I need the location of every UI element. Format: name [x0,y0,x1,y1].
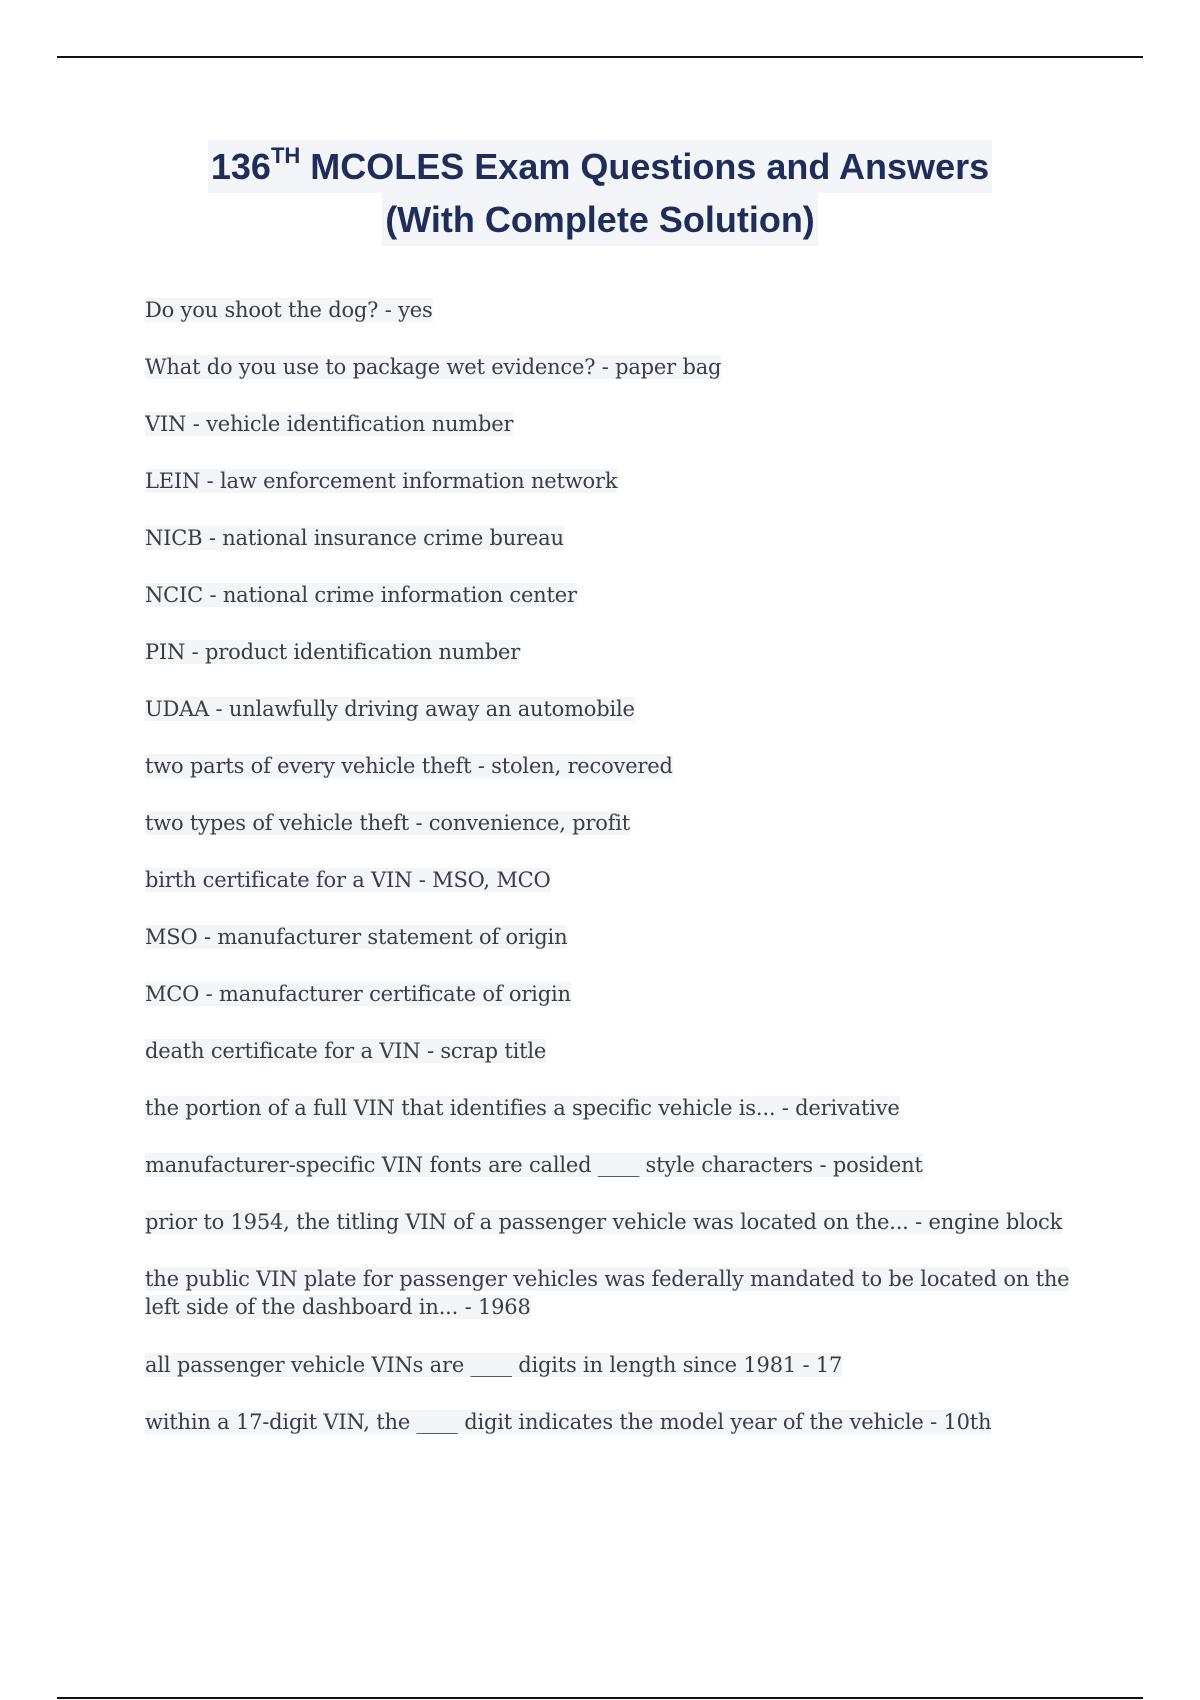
question-answer-list [145,296,1085,1465]
qa-item [145,1151,1085,1178]
qa-text: two types of vehicle theft - convenience, profit [145,811,631,835]
qa-text: PIN - product identification number [145,640,521,664]
title-number: 136 [210,146,271,187]
qa-item [145,695,1085,722]
qa-text: prior to 1954, the titling VIN of a passenger vehicle was located on the... - engine block [145,1210,1063,1234]
qa-text: What do you use to package wet evidence? - paper bag [145,355,722,379]
qa-text: death certificate for a VIN - scrap title [145,1039,547,1063]
qa-text: LEIN - law enforcement information network [145,469,618,493]
qa-text: two parts of every vehicle theft - stolen, recovered [145,754,673,778]
qa-text: manufacturer-specific VIN fonts are called ____ style characters - posident [145,1153,923,1177]
qa-text: the portion of a full VIN that identifies a specific vehicle is... - derivative [145,1096,900,1120]
qa-item [145,296,1085,323]
qa-text: all passenger vehicle VINs are ____ digits in length since 1981 - 17 [145,1353,843,1377]
qa-item [145,809,1085,836]
footer-rule [57,1697,1143,1699]
qa-item [145,410,1085,437]
qa-text: NICB - national insurance crime bureau [145,526,564,550]
qa-text: Do you shoot the dog? - yes [145,298,433,322]
document-title [0,140,1200,246]
qa-text: NCIC - national crime information center [145,583,577,607]
title-line-2: (With Complete Solution) [382,193,818,246]
qa-item [145,1351,1085,1378]
qa-item [145,752,1085,779]
qa-item [145,1094,1085,1121]
qa-item [145,467,1085,494]
qa-text: MSO - manufacturer statement of origin [145,925,568,949]
title-ordinal-suffix: TH [270,143,301,168]
qa-text: within a 17-digit VIN, the ____ digit indicates the model year of the vehicle - 10th [145,1410,992,1434]
qa-text: UDAA - unlawfully driving away an automobile [145,697,635,721]
qa-item [145,923,1085,950]
qa-item [145,980,1085,1007]
qa-item [145,581,1085,608]
qa-item [145,638,1085,665]
qa-item [145,524,1085,551]
qa-item [145,1408,1085,1435]
qa-item [145,866,1085,893]
qa-item [145,1037,1085,1064]
qa-text: the public VIN plate for passenger vehicles was federally mandated to be located on the left side of the dashboard in... - 1968 [145,1267,1070,1319]
header-rule [57,56,1143,58]
qa-item [145,353,1085,380]
qa-item [145,1265,1085,1321]
title-main-text: MCOLES Exam Questions and Answers [300,146,990,187]
qa-text: birth certificate for a VIN - MSO, MCO [145,868,551,892]
title-line-1 [208,140,992,193]
qa-text: MCO - manufacturer certificate of origin [145,982,571,1006]
qa-text: VIN - vehicle identification number [145,412,514,436]
qa-item [145,1208,1085,1235]
